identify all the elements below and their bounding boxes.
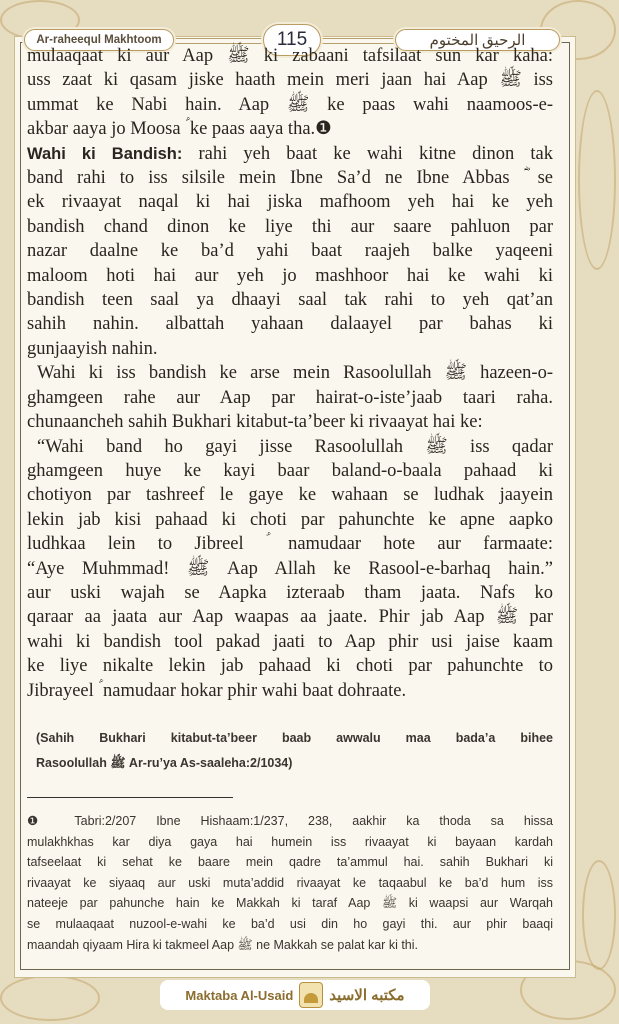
text-line: ek rivaayat naqal ki hai jiska mafhoom yeh hai ke yeh [27, 192, 553, 213]
text-line: Jibrayeel ؑ namudaar hokar phir wahi baat dohraate. [27, 680, 407, 701]
footnote-line: ❶ Tabri:2/207 Ibne Hishaam:1/237, 238, aakhir ka thoda sa hissa [27, 814, 553, 828]
corner-ornament [578, 90, 616, 270]
text-line: maloom hoti hai aur yeh jo mashhoor hai ke wahi ki [27, 265, 553, 286]
text-line: ludhkaa lein to Jibreel ؑ namudaar hote aur farmaate: [27, 534, 553, 555]
text-line: mulaaqaat ki aur Aap ﷺ ki zabaani tafsilaat sun kar kaha: [27, 46, 554, 66]
text-line: chunaancheh sahih Bukhari kitabut-ta’beer ki rivaayat hai ke: [27, 412, 483, 433]
section-heading: Wahi ki Bandish: [27, 144, 183, 163]
book-title-latin: Ar-raheequl Makhtoom [24, 29, 174, 51]
text-line: Wahi ki iss bandish ke arse mein Rasoolullah ﷺ hazeen-o- [37, 363, 553, 384]
text-line: band rahi to iss silsile mein Ibne Sa’d ne Ibne Abbas ؓ se [27, 168, 553, 189]
footnote-separator [27, 797, 233, 798]
publisher-footer [160, 980, 430, 1010]
footnote-line: maandah qiyaam Hira ki takmeel Aap ﷺ ne Makkah se palat kar ki thi. [27, 937, 418, 952]
text-line: sahih nahin. albattah yahaan dalaayel par bahas ki [27, 314, 553, 335]
publisher-name-arabic: مكتبه الاسيد [329, 987, 405, 1004]
text-line: akbar aaya jo Moosa ؑ ke paas aaya tha.❶ [27, 119, 332, 140]
publisher-name-latin: Maktaba Al-Usaid [185, 987, 294, 1003]
text-line: bandish chand dinon ke liye thi aur saare pahluon par [27, 216, 553, 237]
corner-ornament [582, 860, 616, 970]
body-text [27, 44, 553, 703]
reference-line: Rasoolullah ﷺ Ar-ru’ya As-saaleha:2/1034) [36, 756, 293, 770]
text-line [27, 142, 553, 166]
text-line: “Wahi band ho gayi jisse Rasoolullah ﷺ iss qadar [37, 436, 554, 457]
footnote [27, 811, 553, 955]
reference-line: (Sahih Bukhari kitabut-ta’beer baab awwalu maa bada’a bihee [36, 731, 553, 745]
text-line: nazar daalne ke ba’d yahi baat raajeh balke yaqeeni [27, 241, 553, 262]
footnote-line: nateeje par pahunche hain ke Makkah ki taraf Aap ﷺ ki waapsi aur Warqah [27, 896, 553, 911]
text-line: “Aye Muhmmad! ﷺ Aap Allah ke Rasool-e-barhaq hain.” [27, 558, 553, 579]
text-line: ghamgeen huye ke kayi baar baland-o-baala pahaad ki [27, 460, 553, 481]
text-line: gunjaayish nahin. [27, 338, 158, 359]
book-title-arabic: الرحيق المختوم [395, 29, 560, 51]
corner-ornament [0, 975, 100, 1021]
publisher-logo-icon [299, 982, 323, 1008]
text-line: aur uski wajah se Aapka izteraab tham jaata. Nafs ko [27, 582, 553, 603]
text-line: qaraar aa jaata aur Aap waapas aa jaate. Phir jab Aap ﷺ par [27, 607, 553, 628]
line-text: rahi yeh baat ke wahi kitne dinon tak [182, 143, 553, 164]
text-line: chotiyon par tashreef le gaye ke wahaan se ludhak jaayein [27, 485, 553, 506]
footnote-line: tafseelaat ki sehat ke baare mein qadre ta’ammul hai. sahih Bukhari ki [27, 855, 553, 870]
text-line: ghamgeen rahe aur Aap par hairat-o-iste’jaab taari raha. [27, 387, 553, 408]
footnote-line: se mulaaqaat nuzool-e-wahi ke ba’d usi din ho gayi thi. aur phir baaqi [27, 916, 553, 931]
hadith-reference [36, 726, 553, 776]
footnote-line: rivaayat ke siyaaq aur uski muta’addid rivaayat ke taqaabul ke ba’d hum iss [27, 875, 553, 890]
text-line: ummat ke Nabi hain. Aap ﷺ ke paas wahi naamoos-e- [27, 94, 553, 115]
text-line: uss zaat ki qasam jiske haath mein meri jaan hai Aap ﷺ iss [27, 70, 553, 91]
page-number: 115 [263, 24, 321, 56]
text-line: ke liye nikalte lekin jab pahaad ki choti par pahunchte to [27, 656, 553, 677]
footnote-line: mulakhkhas kar diya gaya hai humein iss rivaayat ki bayaan kardah [27, 834, 553, 849]
text-line: wahi ki bandish tool pakad jaati to Aap phir usi jaise kaam [27, 631, 553, 652]
text-line: bandish teen saal ya dhaayi saal tak rahi to yeh qat’an [27, 290, 553, 311]
text-line: lekin jab kisi pahaad ki choti par pahunchte ke apne aapko [27, 509, 553, 530]
